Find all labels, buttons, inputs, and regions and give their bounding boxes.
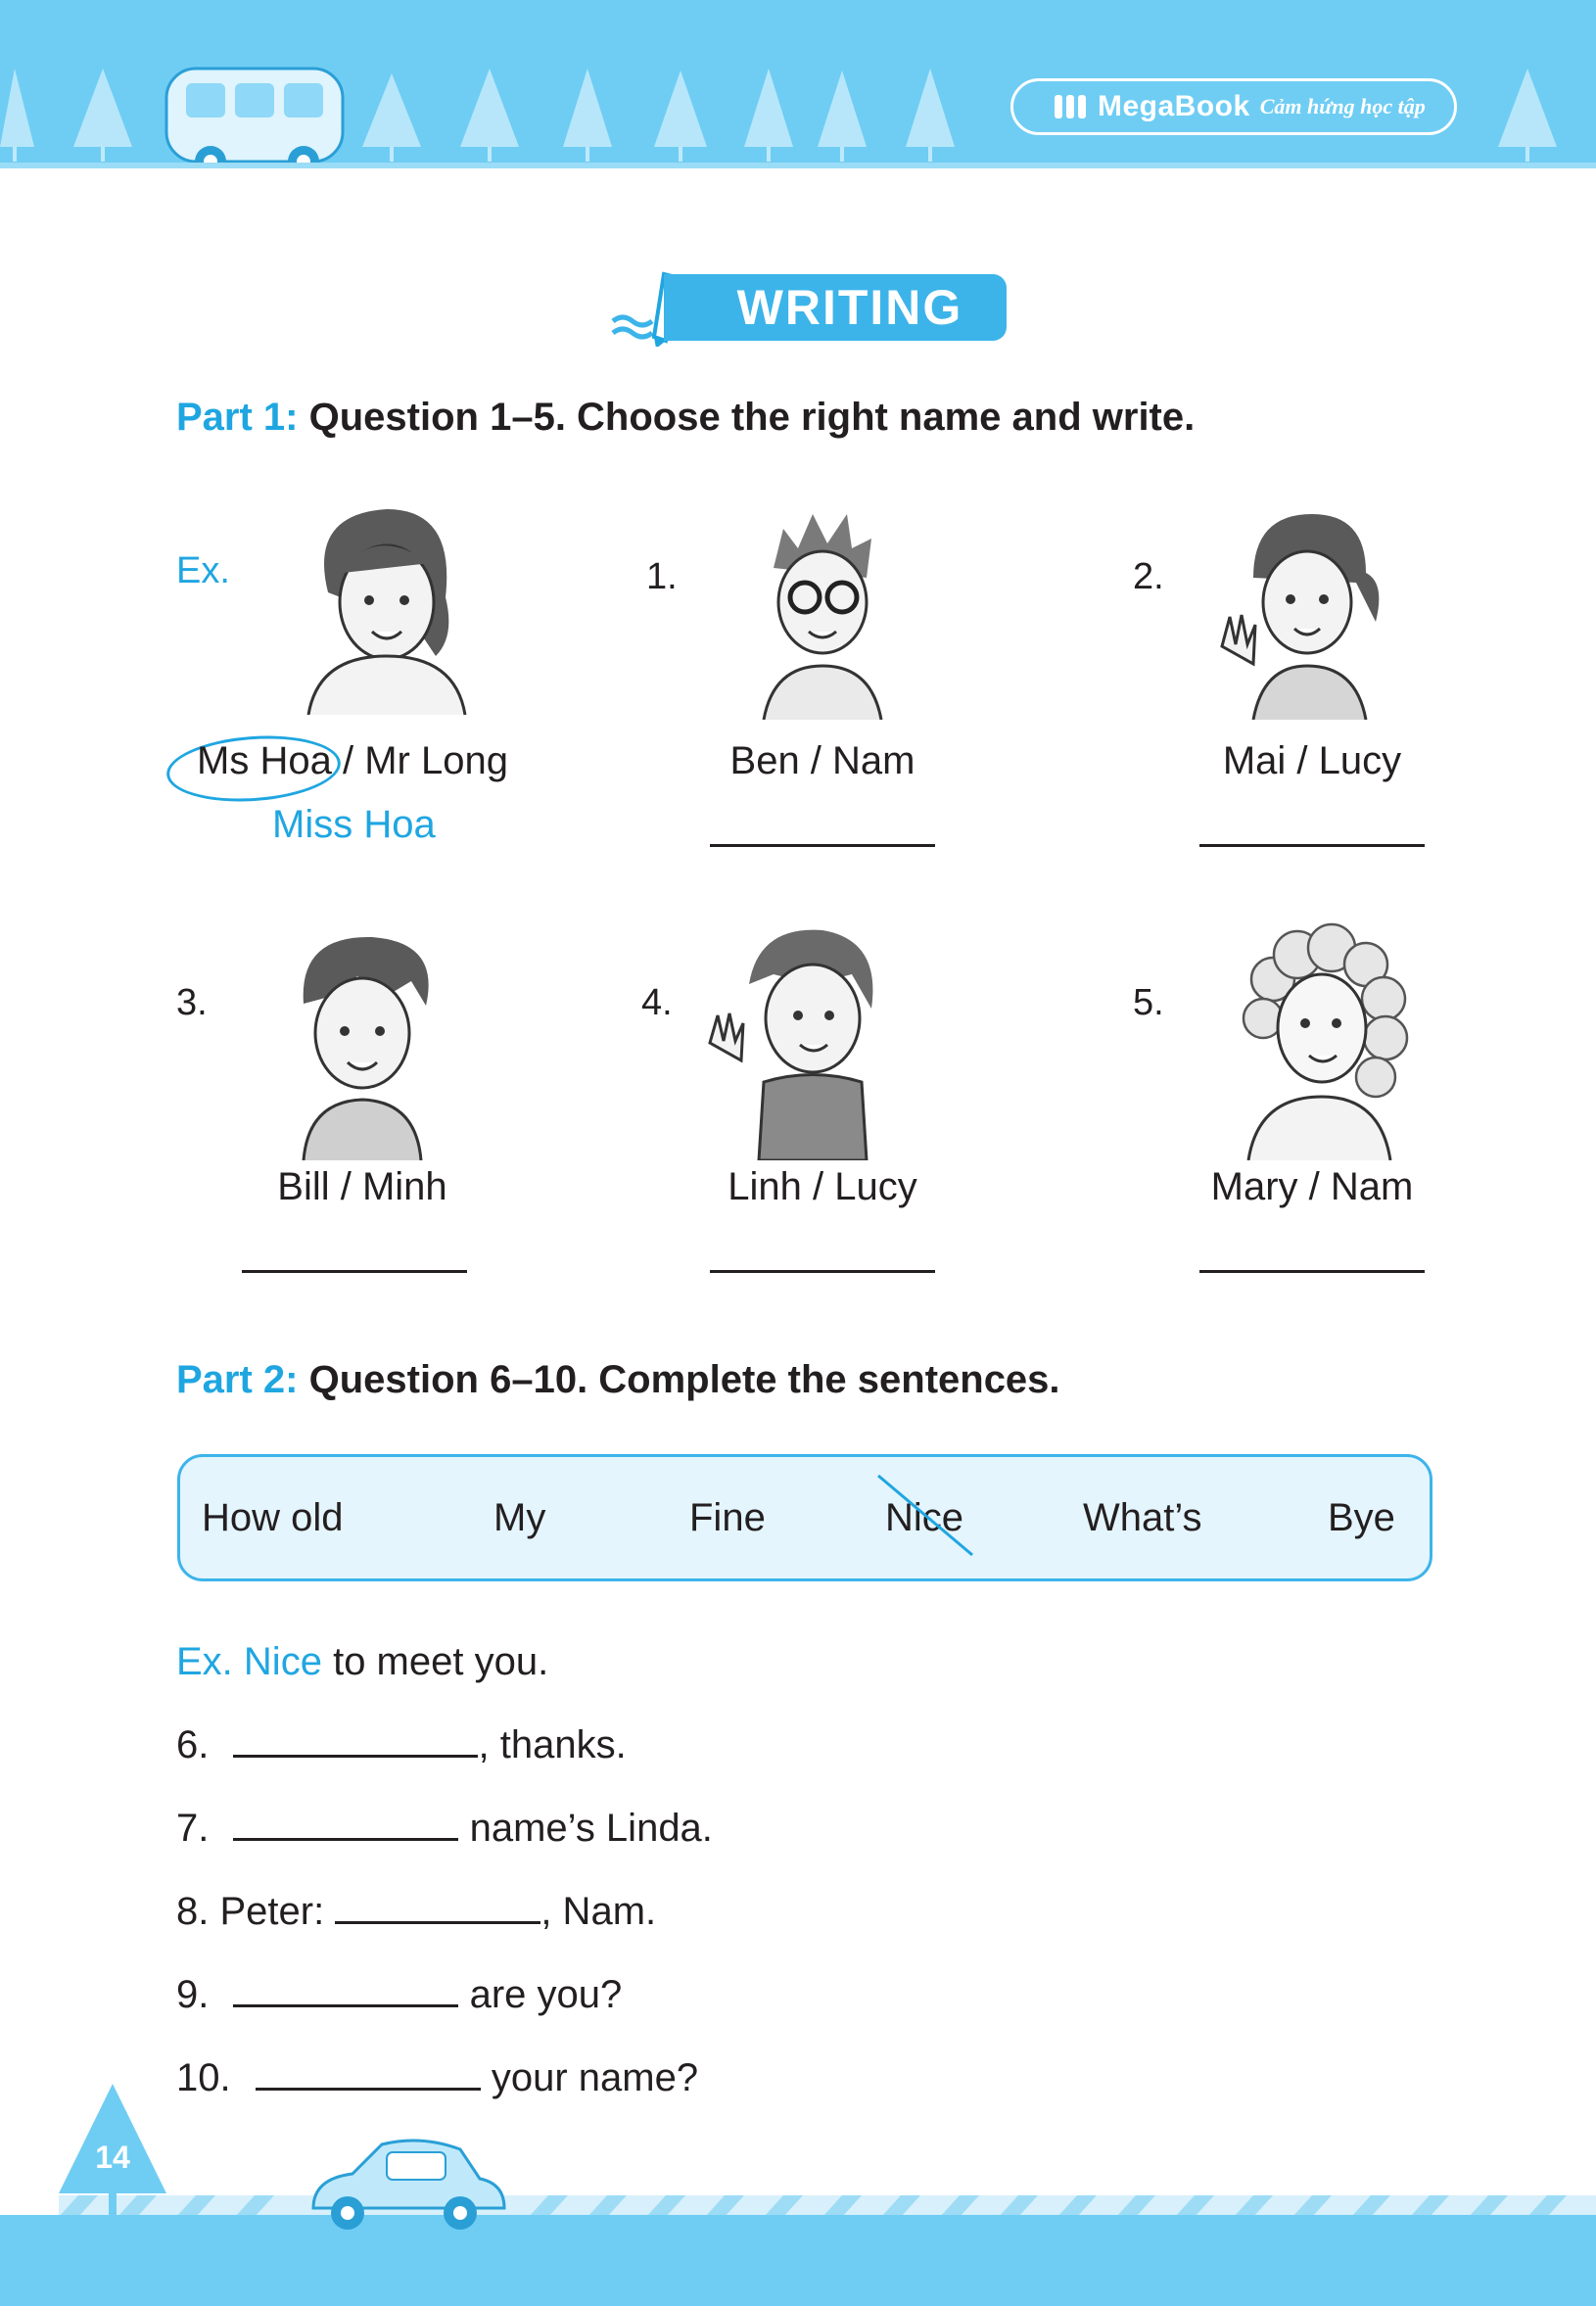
- sentence-text: name’s Linda.: [458, 1807, 713, 1850]
- word-bank-item: How old: [202, 1496, 344, 1539]
- word-bank-item-crossed: Nice: [885, 1496, 964, 1539]
- brand-name: MegaBook: [1098, 90, 1250, 122]
- answer-blank[interactable]: [335, 1891, 540, 1924]
- word-bank-item: Fine: [689, 1496, 766, 1539]
- part2-label: Part 2:: [176, 1358, 299, 1401]
- tree-icon: [906, 69, 955, 147]
- part1-heading: [176, 396, 1195, 440]
- answer-blank[interactable]: [233, 1724, 478, 1758]
- sentence-row: [176, 1807, 713, 1851]
- girl-apron-icon: [700, 916, 911, 1160]
- sentence-number: 10.: [176, 2056, 231, 2099]
- sentence-row: [176, 1973, 622, 2017]
- answer-line[interactable]: [1199, 1270, 1425, 1273]
- tree-icon: [460, 69, 519, 147]
- part1-instruction: Question 1–5. Choose the right name and write.: [308, 396, 1196, 439]
- tree-icon: [654, 71, 707, 147]
- footer-band: [0, 2215, 1596, 2306]
- girl-waving-icon: [1214, 499, 1390, 720]
- answer-line[interactable]: [710, 844, 935, 847]
- item-number: 2.: [1133, 556, 1164, 597]
- item-number: 1.: [646, 556, 678, 597]
- item-number: 4.: [641, 982, 673, 1023]
- item-number: 5.: [1133, 982, 1164, 1023]
- sentence-text: , Nam.: [540, 1890, 657, 1933]
- sentence-row: [176, 1723, 627, 1767]
- woman-icon: [289, 494, 485, 715]
- word-bank-item: What’s: [1083, 1496, 1202, 1539]
- example-answer: Miss Hoa: [272, 803, 436, 846]
- header-line: [0, 163, 1596, 168]
- brand-badge: [1010, 78, 1457, 135]
- item-number: 3.: [176, 982, 208, 1023]
- answer-line[interactable]: [710, 1270, 935, 1273]
- name-choices: Ms Hoa / Mr Long: [197, 739, 508, 782]
- bus-icon: [166, 69, 343, 168]
- name-choices: Mai / Lucy: [1222, 739, 1402, 782]
- example-answer: Nice: [243, 1640, 322, 1683]
- example-rest: to meet you.: [333, 1640, 549, 1683]
- megabook-logo-icon: [1055, 93, 1088, 120]
- example-label: Ex.: [176, 1640, 233, 1683]
- example-sentence: [176, 1640, 548, 1684]
- tree-icon: [818, 71, 867, 147]
- sentence-text: , thanks.: [478, 1723, 627, 1766]
- sentence-prefix: Peter:: [219, 1890, 336, 1933]
- sentence-row: [176, 2056, 698, 2100]
- footer-stripes: [59, 2195, 1596, 2217]
- page-number: 14: [95, 2140, 130, 2175]
- tree-icon: [73, 69, 132, 147]
- part1-label: Part 1:: [176, 396, 299, 439]
- part2-heading: [176, 1358, 1060, 1402]
- part2-instruction: Question 6–10. Complete the sentences.: [308, 1358, 1060, 1401]
- tree-icon: [362, 73, 421, 147]
- word-bank: [177, 1454, 1432, 1581]
- name-choices: Ben / Nam: [729, 739, 915, 782]
- sentence-text: are you?: [458, 1973, 623, 2016]
- answer-blank[interactable]: [233, 1974, 458, 2007]
- tree-icon: [563, 69, 612, 147]
- word-bank-item: My: [493, 1496, 546, 1539]
- name-choices: Linh / Lucy: [728, 1165, 917, 1208]
- sentence-number: 6.: [176, 1723, 210, 1766]
- section-title-label: WRITING: [664, 274, 1007, 341]
- item-number: Ex.: [176, 550, 230, 591]
- answer-blank[interactable]: [256, 2057, 481, 2091]
- answer-line[interactable]: [242, 1270, 467, 1273]
- boy-with-glasses-icon: [744, 499, 901, 720]
- sentence-number: 7.: [176, 1807, 210, 1850]
- word-bank-item: Bye: [1328, 1496, 1395, 1539]
- answer-blank[interactable]: [233, 1808, 458, 1841]
- section-title: [605, 266, 1016, 347]
- sentence-number: 8.: [176, 1890, 210, 1933]
- sentence-text: your name?: [480, 2056, 699, 2099]
- tree-icon: [744, 69, 793, 147]
- strike-through-mark: [876, 1474, 974, 1557]
- sentence-row: [176, 1890, 656, 1934]
- answer-line[interactable]: [1199, 844, 1425, 847]
- name-choices: Bill / Minh: [277, 1165, 447, 1208]
- name-choices: Mary / Nam: [1210, 1165, 1414, 1208]
- car-icon: [304, 2135, 509, 2233]
- boy-icon: [274, 925, 450, 1160]
- tree-icon: [1498, 69, 1557, 147]
- sentence-number: 9.: [176, 1973, 210, 2016]
- brand-slogan: Cảm hứng học tập: [1259, 94, 1426, 118]
- curly-girl-icon: [1229, 920, 1415, 1160]
- tree-icon: [0, 69, 34, 147]
